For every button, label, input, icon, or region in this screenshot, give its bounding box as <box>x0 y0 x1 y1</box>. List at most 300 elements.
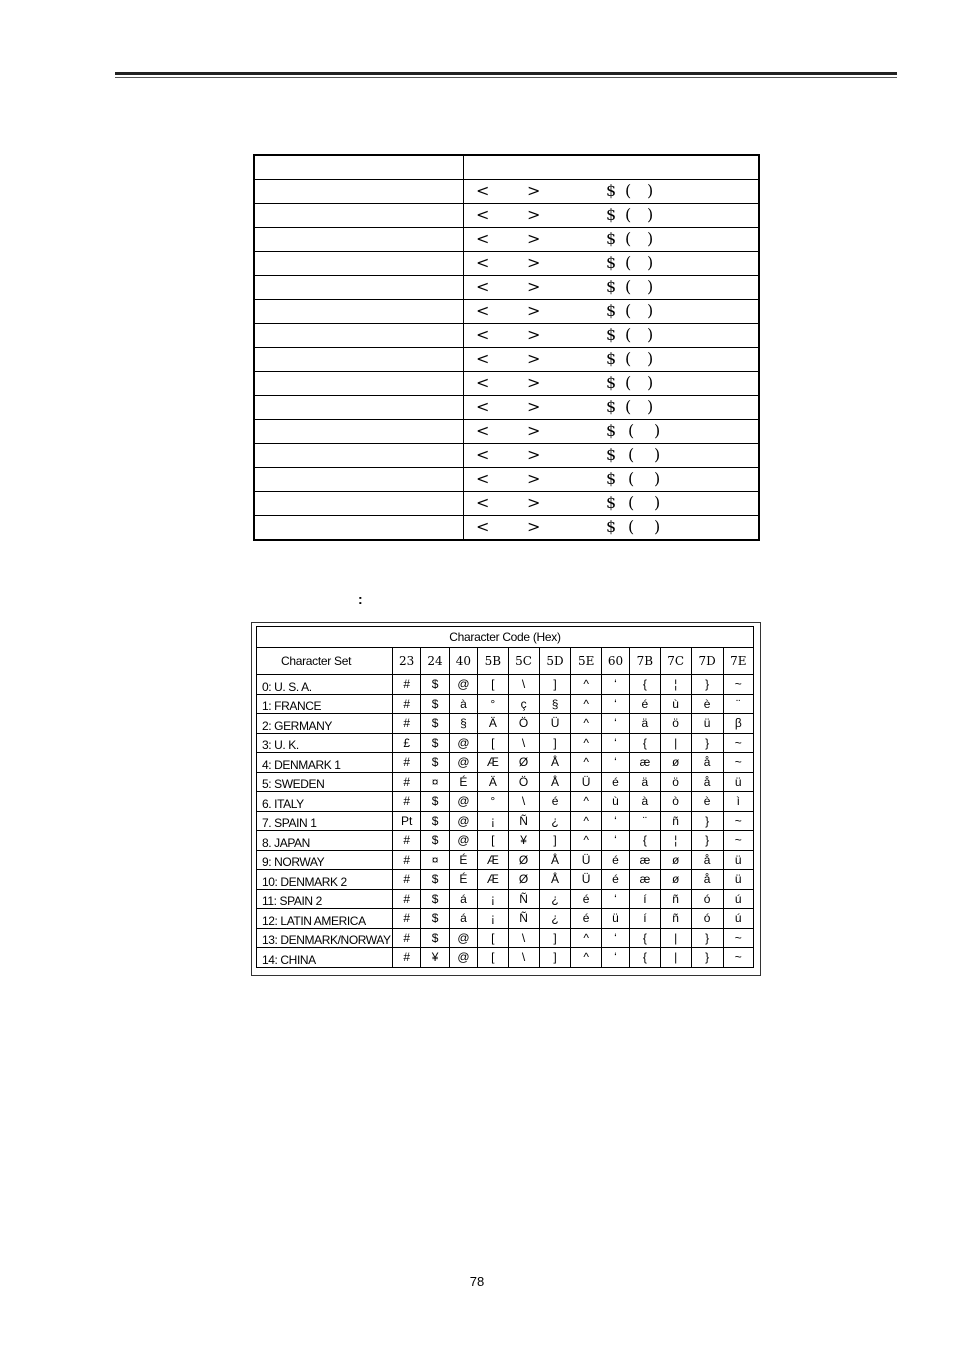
character-cell: é <box>630 694 660 714</box>
character-cell: ^ <box>571 831 601 851</box>
command-label <box>254 444 464 468</box>
character-cell: § <box>449 714 477 734</box>
less-than-glyph: < <box>476 181 490 200</box>
character-cell: Ü <box>539 714 571 734</box>
right-paren-glyph: ) <box>647 277 654 296</box>
character-set-name: 0: U. S. A. <box>257 675 393 695</box>
character-set-name: 3: U. K. <box>257 733 393 753</box>
character-cell: # <box>393 694 421 714</box>
left-paren-glyph: ( <box>628 469 635 488</box>
greater-than-glyph: > <box>527 349 541 368</box>
character-set-name: 6. ITALY <box>257 792 393 812</box>
right-paren-glyph: ) <box>647 397 654 416</box>
command-row <box>254 204 759 228</box>
character-cell: $ <box>421 928 449 948</box>
character-cell: \ <box>508 948 539 968</box>
character-cell: è <box>691 792 723 812</box>
character-cell: | <box>660 948 691 968</box>
character-cell: [ <box>478 831 508 851</box>
character-cell: ¦ <box>660 675 691 695</box>
character-cell: ^ <box>571 753 601 773</box>
character-cell: \ <box>508 792 539 812</box>
character-cell: $ <box>421 811 449 831</box>
command-syntax <box>464 396 760 420</box>
hex-code-header: 60 <box>601 648 629 675</box>
character-cell: \ <box>508 928 539 948</box>
character-cell: Ø <box>508 870 539 890</box>
character-cell: ‘ <box>601 928 629 948</box>
character-cell: æ <box>630 870 660 890</box>
character-cell: \ <box>508 733 539 753</box>
character-cell: ø <box>660 870 691 890</box>
character-cell: Pt <box>393 811 421 831</box>
character-cell: £ <box>393 733 421 753</box>
character-cell: ¡ <box>478 909 508 929</box>
character-cell: ~ <box>723 928 753 948</box>
command-syntax <box>464 276 760 300</box>
command-row <box>254 444 759 468</box>
character-cell: } <box>691 948 723 968</box>
character-cell: ü <box>601 909 629 929</box>
character-cell: $ <box>421 909 449 929</box>
greater-than-glyph: > <box>527 277 541 296</box>
command-syntax <box>464 348 760 372</box>
less-than-glyph: < <box>476 253 490 272</box>
section-colon: : <box>358 591 363 607</box>
character-cell: ç <box>508 694 539 714</box>
character-cell: é <box>601 850 629 870</box>
character-cell: ‘ <box>601 714 629 734</box>
less-than-glyph: < <box>476 469 490 488</box>
character-cell: ‘ <box>601 889 629 909</box>
character-cell: Ä <box>478 714 508 734</box>
character-cell: [ <box>478 675 508 695</box>
command-row <box>254 300 759 324</box>
less-than-glyph: < <box>476 349 490 368</box>
command-syntax <box>464 252 760 276</box>
dollar-glyph: $ <box>606 493 617 512</box>
character-cell: ¨ <box>723 694 753 714</box>
character-cell: à <box>449 694 477 714</box>
command-row <box>254 420 759 444</box>
character-cell: æ <box>630 850 660 870</box>
character-cell: ¡ <box>478 889 508 909</box>
character-cell: ~ <box>723 811 753 831</box>
character-cell: ] <box>539 733 571 753</box>
left-paren-glyph: ( <box>625 397 632 416</box>
character-cell: § <box>539 694 571 714</box>
left-paren-glyph: ( <box>625 277 632 296</box>
command-label <box>254 300 464 324</box>
less-than-glyph: < <box>476 421 490 440</box>
character-cell: ^ <box>571 811 601 831</box>
command-row <box>254 252 759 276</box>
character-set-row <box>257 733 754 753</box>
character-cell: ö <box>660 772 691 792</box>
greater-than-glyph: > <box>527 253 541 272</box>
command-syntax <box>464 492 760 516</box>
character-cell: $ <box>421 733 449 753</box>
character-set-row <box>257 753 754 773</box>
character-cell: $ <box>421 870 449 890</box>
character-cell: Ü <box>571 870 601 890</box>
less-than-glyph: < <box>476 445 490 464</box>
character-cell: é <box>539 792 571 812</box>
character-cell: @ <box>449 675 477 695</box>
left-paren-glyph: ( <box>625 301 632 320</box>
character-cell: # <box>393 675 421 695</box>
command-syntax <box>464 204 760 228</box>
character-cell: $ <box>421 675 449 695</box>
character-cell: @ <box>449 831 477 851</box>
character-cell: Æ <box>478 870 508 890</box>
left-paren-glyph: ( <box>625 181 632 200</box>
character-cell: ü <box>691 714 723 734</box>
greater-than-glyph: > <box>527 421 541 440</box>
character-set-row <box>257 928 754 948</box>
character-cell: $ <box>421 753 449 773</box>
greater-than-glyph: > <box>527 493 541 512</box>
character-cell: ~ <box>723 831 753 851</box>
character-cell: ¡ <box>478 811 508 831</box>
header-cell-1 <box>254 155 464 180</box>
character-cell: ì <box>723 792 753 812</box>
character-cell: ^ <box>571 694 601 714</box>
character-cell: Ñ <box>508 811 539 831</box>
character-set-row <box>257 811 754 831</box>
character-set-name: 9: NORWAY <box>257 850 393 870</box>
command-row <box>254 372 759 396</box>
command-syntax <box>464 300 760 324</box>
character-cell: á <box>449 909 477 929</box>
less-than-glyph: < <box>476 517 490 536</box>
hex-code-header: 24 <box>421 648 449 675</box>
character-cell: @ <box>449 948 477 968</box>
dollar-glyph: $ <box>606 181 617 200</box>
greater-than-glyph: > <box>527 445 541 464</box>
character-cell: Å <box>539 870 571 890</box>
character-cell: ¥ <box>508 831 539 851</box>
character-cell: ¿ <box>539 909 571 929</box>
character-cell: ‘ <box>601 811 629 831</box>
dollar-glyph: $ <box>606 229 617 248</box>
command-label <box>254 180 464 204</box>
character-cell: ‘ <box>601 694 629 714</box>
command-label <box>254 252 464 276</box>
hex-code-header: 7D <box>691 648 723 675</box>
hex-code-header: 40 <box>449 648 477 675</box>
character-cell: ó <box>691 889 723 909</box>
character-cell: ] <box>539 831 571 851</box>
character-cell: ü <box>723 850 753 870</box>
right-paren-glyph: ) <box>654 421 661 440</box>
right-paren-glyph: ) <box>647 373 654 392</box>
dollar-glyph: $ <box>606 277 617 296</box>
greater-than-glyph: > <box>527 469 541 488</box>
character-cell: @ <box>449 733 477 753</box>
command-syntax <box>464 324 760 348</box>
left-paren-glyph: ( <box>628 421 635 440</box>
command-row <box>254 516 759 541</box>
character-cell: æ <box>630 753 660 773</box>
character-set-row <box>257 889 754 909</box>
character-cell: ø <box>660 850 691 870</box>
character-cell: É <box>449 850 477 870</box>
character-cell: # <box>393 889 421 909</box>
dollar-glyph: $ <box>606 253 617 272</box>
less-than-glyph: < <box>476 277 490 296</box>
dollar-glyph: $ <box>606 301 617 320</box>
character-cell: ~ <box>723 733 753 753</box>
greater-than-glyph: > <box>527 325 541 344</box>
character-cell: å <box>691 772 723 792</box>
hex-code-header: 7C <box>660 648 691 675</box>
page-number: 78 <box>469 1274 485 1289</box>
character-cell: @ <box>449 792 477 812</box>
less-than-glyph: < <box>476 301 490 320</box>
command-syntax <box>464 372 760 396</box>
character-cell: Ñ <box>508 889 539 909</box>
character-cell: ° <box>478 792 508 812</box>
character-cell: { <box>630 928 660 948</box>
dollar-glyph: $ <box>606 421 617 440</box>
header-cell-2 <box>464 155 760 180</box>
character-cell: { <box>630 948 660 968</box>
character-set-name: 4: DENMARK 1 <box>257 753 393 773</box>
character-cell: è <box>691 694 723 714</box>
right-paren-glyph: ) <box>654 469 661 488</box>
less-than-glyph: < <box>476 325 490 344</box>
hex-code-header: 7E <box>723 648 753 675</box>
command-row <box>254 468 759 492</box>
dollar-glyph: $ <box>606 205 617 224</box>
character-cell: # <box>393 850 421 870</box>
character-cell: } <box>691 831 723 851</box>
character-cell: $ <box>421 831 449 851</box>
character-cell: Å <box>539 753 571 773</box>
character-set-name: 11: SPAIN 2 <box>257 889 393 909</box>
character-cell: ‘ <box>601 831 629 851</box>
character-cell: Ø <box>508 850 539 870</box>
character-cell: # <box>393 909 421 929</box>
character-set-name: 13: DENMARK/NORWAY <box>257 928 393 948</box>
hex-code-header: 23 <box>393 648 421 675</box>
character-cell: ü <box>723 870 753 890</box>
character-cell: $ <box>421 792 449 812</box>
character-set-row <box>257 772 754 792</box>
character-cell: ^ <box>571 675 601 695</box>
character-cell: ¥ <box>421 948 449 968</box>
left-paren-glyph: ( <box>625 373 632 392</box>
character-cell: á <box>449 889 477 909</box>
character-cell: # <box>393 831 421 851</box>
character-set-row <box>257 714 754 734</box>
character-cell: | <box>660 928 691 948</box>
character-cell: Æ <box>478 753 508 773</box>
character-cell: ] <box>539 928 571 948</box>
right-paren-glyph: ) <box>647 301 654 320</box>
character-cell: í <box>630 909 660 929</box>
command-label <box>254 276 464 300</box>
character-cell: # <box>393 792 421 812</box>
character-cell: ä <box>630 772 660 792</box>
right-paren-glyph: ) <box>654 517 661 536</box>
character-cell: Å <box>539 850 571 870</box>
less-than-glyph: < <box>476 397 490 416</box>
character-cell: } <box>691 928 723 948</box>
char-code-title: Character Code (Hex) <box>257 627 754 648</box>
command-syntax <box>464 444 760 468</box>
dollar-glyph: $ <box>606 325 617 344</box>
header-rule <box>115 72 897 75</box>
character-cell: ñ <box>660 889 691 909</box>
character-cell: # <box>393 870 421 890</box>
hex-code-header: 5E <box>571 648 601 675</box>
character-cell: { <box>630 675 660 695</box>
character-set-row <box>257 909 754 929</box>
character-cell: É <box>449 772 477 792</box>
character-cell: ‘ <box>601 733 629 753</box>
character-cell: ‘ <box>601 753 629 773</box>
character-cell: { <box>630 831 660 851</box>
dollar-glyph: $ <box>606 349 617 368</box>
character-cell: Ö <box>508 714 539 734</box>
dollar-glyph: $ <box>606 397 617 416</box>
greater-than-glyph: > <box>527 205 541 224</box>
character-cell: Æ <box>478 850 508 870</box>
dollar-glyph: $ <box>606 445 617 464</box>
command-syntax <box>464 516 760 541</box>
character-cell: [ <box>478 733 508 753</box>
character-cell: $ <box>421 889 449 909</box>
character-cell: [ <box>478 948 508 968</box>
character-cell: # <box>393 753 421 773</box>
character-cell: ¦ <box>660 831 691 851</box>
character-cell: ‘ <box>601 675 629 695</box>
character-cell: ¤ <box>421 772 449 792</box>
character-cell: \ <box>508 675 539 695</box>
character-set-row <box>257 675 754 695</box>
character-cell: } <box>691 733 723 753</box>
character-cell: } <box>691 811 723 831</box>
character-cell: ^ <box>571 948 601 968</box>
character-cell: ó <box>691 909 723 929</box>
character-cell: ñ <box>660 909 691 929</box>
dollar-glyph: $ <box>606 373 617 392</box>
greater-than-glyph: > <box>527 229 541 248</box>
character-set-row <box>257 831 754 851</box>
command-row <box>254 180 759 204</box>
greater-than-glyph: > <box>527 517 541 536</box>
greater-than-glyph: > <box>527 373 541 392</box>
command-label <box>254 492 464 516</box>
left-paren-glyph: ( <box>625 205 632 224</box>
character-set-row <box>257 694 754 714</box>
character-cell: å <box>691 850 723 870</box>
character-set-row <box>257 792 754 812</box>
left-paren-glyph: ( <box>628 517 635 536</box>
character-cell: Ü <box>571 772 601 792</box>
character-cell: # <box>393 948 421 968</box>
character-set-header: Character Set <box>257 648 393 675</box>
character-cell: Å <box>539 772 571 792</box>
left-paren-glyph: ( <box>628 493 635 512</box>
command-label <box>254 420 464 444</box>
command-row <box>254 276 759 300</box>
character-cell: ò <box>660 792 691 812</box>
command-label <box>254 204 464 228</box>
character-cell: $ <box>421 714 449 734</box>
character-cell: $ <box>421 694 449 714</box>
character-cell: ö <box>660 714 691 734</box>
character-cell: ú <box>723 889 753 909</box>
character-cell: å <box>691 753 723 773</box>
greater-than-glyph: > <box>527 301 541 320</box>
character-cell: ~ <box>723 753 753 773</box>
greater-than-glyph: > <box>527 397 541 416</box>
character-cell: ñ <box>660 811 691 831</box>
command-syntax <box>464 420 760 444</box>
character-cell: ] <box>539 675 571 695</box>
command-row <box>254 492 759 516</box>
command-syntax <box>464 468 760 492</box>
character-cell: É <box>449 870 477 890</box>
character-cell: ] <box>539 948 571 968</box>
character-cell: # <box>393 714 421 734</box>
character-cell: @ <box>449 811 477 831</box>
character-cell: ~ <box>723 948 753 968</box>
character-cell: å <box>691 870 723 890</box>
command-row <box>254 228 759 252</box>
left-paren-glyph: ( <box>625 253 632 272</box>
less-than-glyph: < <box>476 229 490 248</box>
header-rule-thin <box>115 77 897 78</box>
character-set-name: 7. SPAIN 1 <box>257 811 393 831</box>
character-cell: β <box>723 714 753 734</box>
command-syntax <box>464 180 760 204</box>
character-cell: @ <box>449 753 477 773</box>
right-paren-glyph: ) <box>654 445 661 464</box>
command-label <box>254 468 464 492</box>
character-cell: ^ <box>571 792 601 812</box>
dollar-glyph: $ <box>606 517 617 536</box>
character-cell: ¿ <box>539 811 571 831</box>
character-set-name: 14: CHINA <box>257 948 393 968</box>
command-label <box>254 228 464 252</box>
character-cell: ø <box>660 753 691 773</box>
character-set-row <box>257 870 754 890</box>
command-syntax <box>464 228 760 252</box>
character-cell: } <box>691 675 723 695</box>
command-label <box>254 348 464 372</box>
character-cell: ù <box>601 792 629 812</box>
character-cell: Ø <box>508 753 539 773</box>
command-table-header <box>254 155 759 180</box>
hex-code-header: 7B <box>630 648 660 675</box>
character-cell: í <box>630 889 660 909</box>
character-cell: ^ <box>571 714 601 734</box>
character-cell: ú <box>723 909 753 929</box>
character-cell: é <box>601 772 629 792</box>
character-cell: | <box>660 733 691 753</box>
right-paren-glyph: ) <box>647 349 654 368</box>
command-table <box>253 154 760 541</box>
greater-than-glyph: > <box>527 181 541 200</box>
character-cell: ù <box>660 694 691 714</box>
character-cell: ° <box>478 694 508 714</box>
character-cell: é <box>571 909 601 929</box>
right-paren-glyph: ) <box>647 229 654 248</box>
